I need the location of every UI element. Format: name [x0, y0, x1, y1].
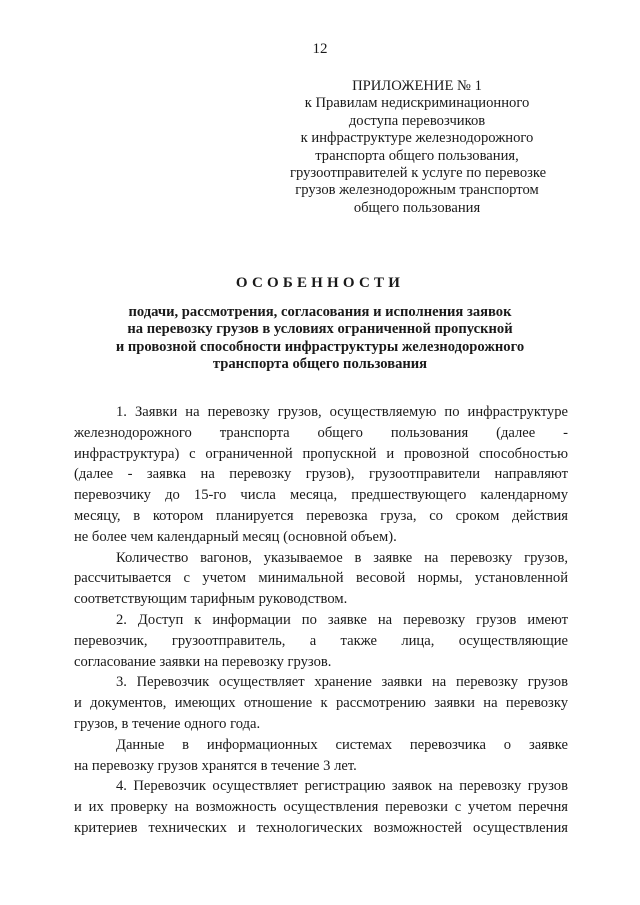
text-line: не более чем календарный месяц (основной объем). [74, 528, 397, 545]
text-line: 1. Заявки на перевозку грузов, осуществляемую по инфраструктуре [116, 404, 568, 420]
page-number: 12 [312, 41, 328, 57]
document-title: ОСОБЕННОСТИ [235, 275, 405, 291]
appendix-line: ПРИЛОЖЕНИЕ № 1 [352, 78, 482, 94]
paragraph [74, 672, 568, 734]
subtitle-line: на перевозку грузов в условиях ограниченной пропускной [127, 321, 513, 338]
text-line: перевозчику до 15-го числа месяца, предшествующего календарному [74, 487, 568, 504]
subtitle-line: и провозной способности инфраструктуры железнодорожного [115, 338, 525, 355]
paragraph [74, 548, 568, 610]
paragraph [74, 610, 568, 672]
text-line: и документов, имеющих отношение к рассмотрению заявки на перевозку [74, 695, 568, 712]
appendix-line: общего пользования [353, 199, 481, 216]
subtitle-line: транспорта общего пользования [212, 356, 428, 373]
text-line: Данные в информационных системах перевозчика о заявке [116, 736, 568, 753]
paragraph [74, 776, 568, 838]
text-line: на перевозку грузов хранятся в течение 3 лет. [74, 757, 357, 774]
text-line: грузов, в течение одного года. [74, 715, 261, 732]
text-line: инфраструктура) с ограниченной пропускной и провозной способностью [74, 445, 568, 462]
paragraph [74, 735, 568, 777]
text-line: критериев технических и технологических возможностей осуществления [74, 819, 568, 836]
appendix-line: к инфраструктуре железнодорожного [300, 130, 534, 147]
appendix-header [290, 78, 547, 217]
text-line: рассчитывается с учетом минимальной весовой нормы, установленной [74, 570, 568, 587]
text-line: железнодорожного транспорта общего пользования (далее - [74, 424, 568, 441]
appendix-line: к Правилам недискриминационного [304, 95, 530, 112]
text-line: (далее - заявка на перевозку грузов), грузоотправители направляют [74, 466, 568, 483]
text-line: соответствующим тарифным руководством. [74, 591, 348, 608]
appendix-line: доступа перевозчиков [348, 112, 486, 129]
subtitle-line: подачи, рассмотрения, согласования и исполнения заявок [128, 304, 512, 320]
text-line: и их проверку на возможность осуществления перевозки с учетом перечня [74, 799, 568, 816]
appendix-line: грузоотправителей к услуге по перевозке [290, 165, 547, 182]
paragraph [74, 402, 568, 548]
text-line: 3. Перевозчик осуществляет хранение заявки на перевозку грузов [116, 674, 568, 691]
appendix-line: грузов железнодорожным транспортом [295, 182, 539, 199]
text-line: Количество вагонов, указываемое в заявке на перевозку грузов, [116, 549, 568, 566]
text-line: 4. Перевозчик осуществляет регистрацию заявок на перевозку грузов [116, 778, 568, 795]
text-line: согласование заявки на перевозку грузов. [74, 653, 332, 670]
appendix-line: транспорта общего пользования, [315, 147, 519, 164]
text-line: месяцу, в котором планируется перевозка груза, со сроком действия [74, 507, 568, 524]
text-line: 2. Доступ к информации по заявке на перевозку грузов имеют [116, 611, 568, 628]
document-subtitle [0, 304, 640, 374]
document-body [74, 402, 568, 839]
text-line: перевозчик, грузоотправитель, а также лица, осуществляющие [74, 632, 568, 649]
